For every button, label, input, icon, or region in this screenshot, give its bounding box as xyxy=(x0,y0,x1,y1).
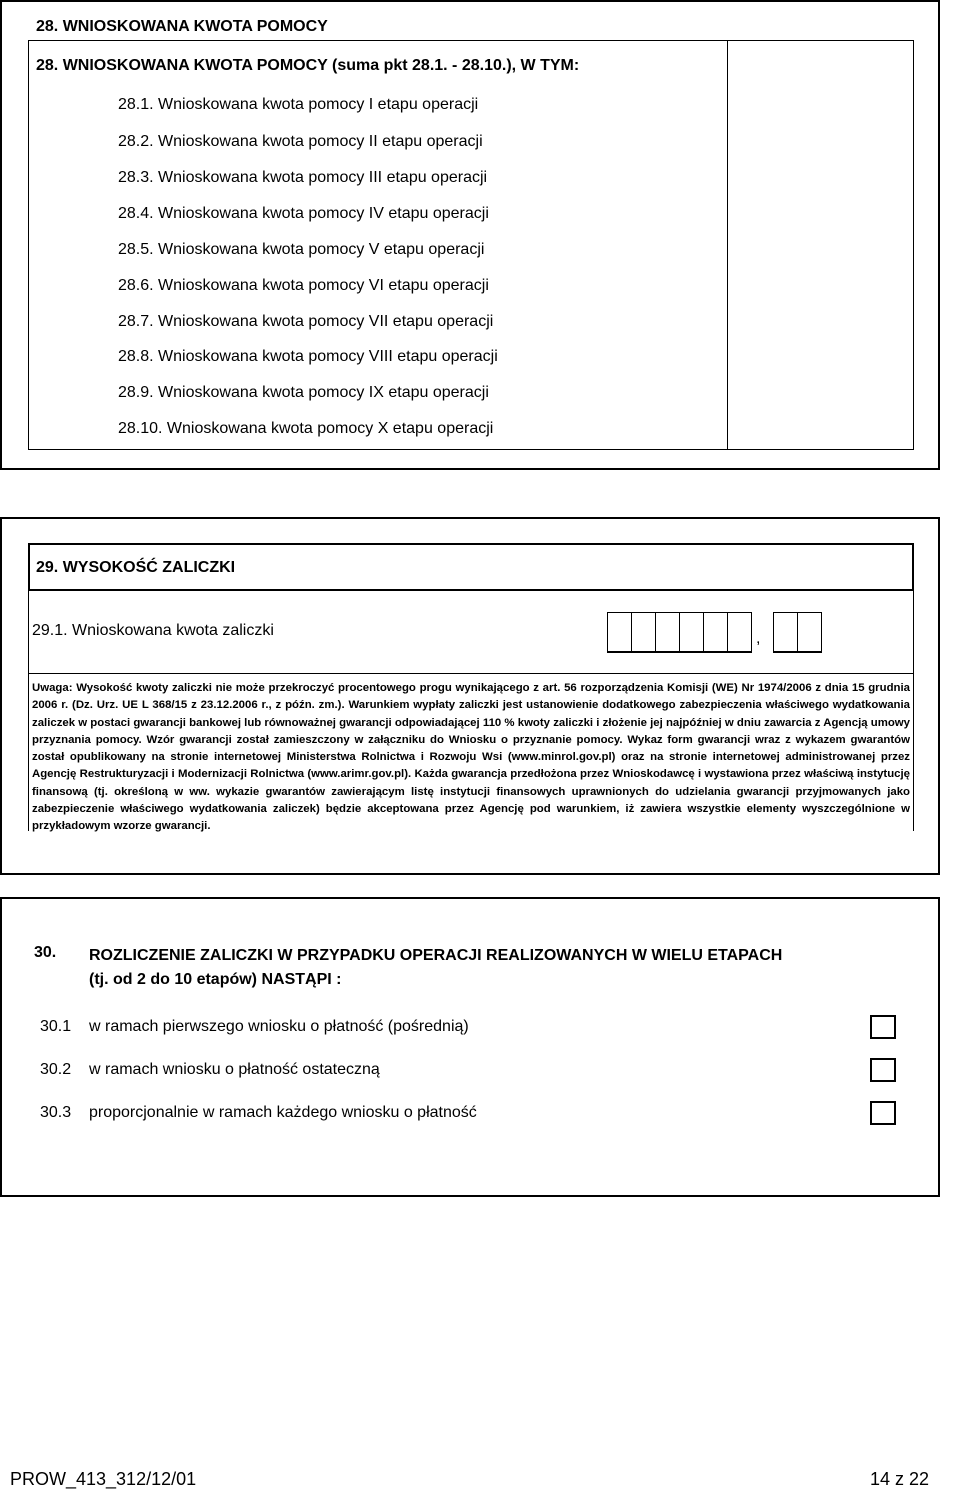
amount-baseline xyxy=(607,651,752,653)
amount-digit-box[interactable] xyxy=(703,612,728,652)
cents-baseline xyxy=(773,651,822,653)
option-1-label: w ramach pierwszego wniosku o płatność (pośrednią) xyxy=(89,1018,469,1035)
stage-5-label: 28.5. Wnioskowana kwota pomocy V etapu operacji xyxy=(118,241,485,258)
section-28-divider xyxy=(28,0,914,1)
stage-6-label: 28.6. Wnioskowana kwota pomocy VI etapu operacji xyxy=(118,277,489,294)
advance-note-text: Uwaga: Wysokość kwoty zaliczki nie może przekroczyć procentowego progu wynikającego z art. 56 rozporządzenia Komisji (WE) Nr 1974/2006 z dnia 15 grudnia 2006 r. (Dz. Urz. UE L 368/15 z 23.12.2006 r., z późn. zm.). Warunkiem wypłaty zaliczki jest ustanowienie dodatkowego zabezpieczenia właściwego wydatkowania zaliczek w postaci gwarancji bankowej lub równoważnej gwarancji odpowiadającej 110 % kwoty zaliczki i złożenie jej najpóźniej w dniu zawarcia z Agencją umowy przyznania pomocy. Wzór gwarancji został zamieszczony w załączniku do Wniosku o przyznanie pomocy. Wykaz form gwarancji wraz z wykazem gwarantów został opublikowany na stronie internetowej Ministerstwa Rolnictwa i Rozwoju Wsi (www.minrol.gov.pl) oraz na stronie internetowej administrowanej przez Agencję Restrukturyzacji i Modernizacji Rolnictwa (www.arimr.gov.pl). Każda gwarancja przedłożona przez Wnioskodawcę i wystawiona przez właściwą instytucję finansową (tj. określoną w ww. wykazie gwarantów zawierającym listę instytucji finansowych uprawnionych do udzielania gwarancji przyjmowanych jako zabezpieczenie właściwego wydatkowania zaliczek) będzie akceptowana przez Agencję pod warunkiem, iż zawiera wszystkie elementy wyszczególnione w przykładowym wzorze gwarancji. xyxy=(32,682,910,833)
option-1-number: 30.1 xyxy=(40,1018,72,1035)
option-3-number: 30.3 xyxy=(40,1104,72,1121)
option-2-label: w ramach wniosku o płatność ostateczną xyxy=(89,1061,380,1078)
section-28-header: 28. WNIOSKOWANA KWOTA POMOCY xyxy=(36,18,328,35)
stage-2-label: 28.2. Wnioskowana kwota pomocy II etapu operacji xyxy=(118,133,483,150)
section-29-right-border xyxy=(913,591,914,831)
amount-digit-box[interactable] xyxy=(727,612,752,652)
section-30-title-line1: ROZLICZENIE ZALICZKI W PRZYPADKU OPERACJI REALIZOWANYCH W WIELU ETAPACH xyxy=(89,947,783,964)
amount-digit-box[interactable] xyxy=(607,612,632,652)
section-29-header: 29. WYSOKOŚĆ ZALICZKI xyxy=(36,559,236,576)
section-28-subheader: 28. WNIOSKOWANA KWOTA POMOCY (suma pkt 28.1. - 28.10.), W TYM: xyxy=(36,57,580,74)
stage-10-label: 28.10. Wnioskowana kwota pomocy X etapu operacji xyxy=(118,420,494,437)
decimal-separator: , xyxy=(756,630,761,647)
stage-8-label: 28.8. Wnioskowana kwota pomocy VIII etapu operacji xyxy=(118,348,498,365)
stage-1-label: 28.1. Wnioskowana kwota pomocy I etapu operacji xyxy=(118,96,479,113)
stage-3-label: 28.3. Wnioskowana kwota pomocy III etapu operacji xyxy=(118,169,488,186)
section-30-title-line2: (tj. od 2 do 10 etapów) NASTĄPI : xyxy=(89,971,342,988)
advance-amount-label: 29.1. Wnioskowana kwota zaliczki xyxy=(32,622,274,639)
section-30-number: 30. xyxy=(34,944,57,961)
section-29-left-border xyxy=(28,591,29,831)
stage-7-label: 28.7. Wnioskowana kwota pomocy VII etapu operacji xyxy=(118,313,494,330)
option-1-checkbox[interactable] xyxy=(870,1015,896,1039)
advance-note xyxy=(32,680,910,836)
form-code: PROW_413_312/12/01 xyxy=(10,1469,197,1489)
amount-digit-box[interactable] xyxy=(631,612,656,652)
amount-digit-box[interactable] xyxy=(655,612,680,652)
cents-digit-box[interactable] xyxy=(773,612,798,652)
note-top-rule xyxy=(28,673,914,674)
cents-digit-box[interactable] xyxy=(797,612,822,652)
option-2-checkbox[interactable] xyxy=(870,1058,896,1082)
amount-column-divider xyxy=(727,40,728,450)
option-3-checkbox[interactable] xyxy=(870,1101,896,1125)
option-3-label: proporcjonalnie w ramach każdego wniosku o płatność xyxy=(89,1104,477,1121)
page-number: 14 z 22 xyxy=(870,1469,930,1489)
stage-9-label: 28.9. Wnioskowana kwota pomocy IX etapu operacji xyxy=(118,384,489,401)
option-2-number: 30.2 xyxy=(40,1061,72,1078)
stage-4-label: 28.4. Wnioskowana kwota pomocy IV etapu operacji xyxy=(118,205,489,222)
amount-digit-box[interactable] xyxy=(679,612,704,652)
